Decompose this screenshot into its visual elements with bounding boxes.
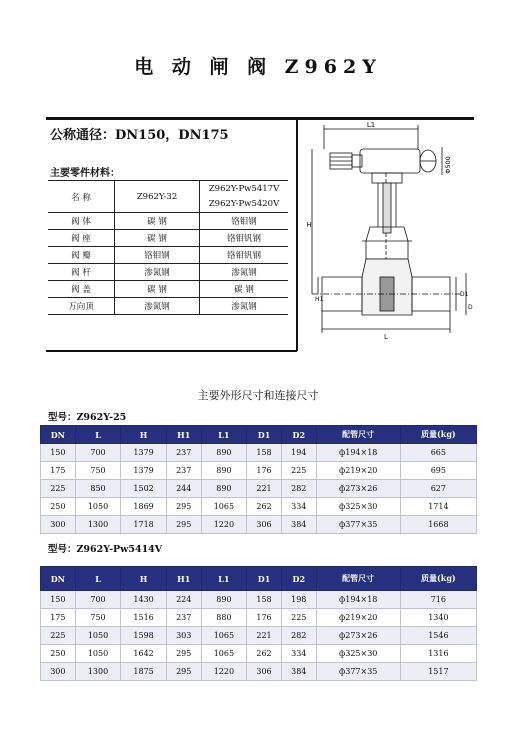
table-row <box>41 498 477 516</box>
table-cell: ф194×18 <box>316 591 400 609</box>
table-cell: 1340 <box>400 609 476 627</box>
table-cell: 295 <box>166 516 201 534</box>
table-cell: 716 <box>400 591 476 609</box>
table-cell: 850 <box>75 480 121 498</box>
table-cell: 1220 <box>201 663 247 681</box>
table2-body <box>41 591 477 681</box>
table-row <box>41 516 477 534</box>
table-row <box>41 591 477 609</box>
table-cell: 1502 <box>121 480 167 498</box>
table-cell: 1220 <box>201 516 247 534</box>
table-cell: 890 <box>201 444 247 462</box>
dimensions-table-1 <box>40 425 477 534</box>
col-pipe-size: 配管尺寸 <box>316 426 400 444</box>
materials-header-col2 <box>200 181 289 213</box>
table-cell: 282 <box>281 480 316 498</box>
actuator-side <box>352 155 362 167</box>
col-d2: D2 <box>281 426 316 444</box>
material-part: 阀 座 <box>48 230 115 247</box>
material-part: 阀 杆 <box>48 264 115 281</box>
table-cell: ф273×26 <box>316 480 400 498</box>
nominal-diameter: 公称通径：DN150，DN175 <box>50 128 229 143</box>
material-part: 阀 瓣 <box>48 247 115 264</box>
table-cell: 306 <box>247 663 282 681</box>
table-cell: 334 <box>281 645 316 663</box>
material-a: 渗氮钢 <box>115 298 200 315</box>
material-b: 铬钼钒钢 <box>200 230 289 247</box>
materials-row <box>48 213 288 230</box>
table-cell: 1065 <box>201 627 247 645</box>
table-cell: 1598 <box>121 627 167 645</box>
materials-header-name: 名 称 <box>48 181 115 213</box>
table-cell: 1642 <box>121 645 167 663</box>
table-cell: 225 <box>41 627 76 645</box>
table-cell: ф377×35 <box>316 516 400 534</box>
table-cell: 1546 <box>400 627 476 645</box>
table-cell: 150 <box>41 444 76 462</box>
table-cell: 1875 <box>121 663 167 681</box>
table-cell: 1050 <box>75 645 121 663</box>
table-cell: 300 <box>41 516 76 534</box>
materials-header-col2-line1: Z962Y-Pw5417V <box>208 183 280 194</box>
material-part: 阀 盖 <box>48 281 115 298</box>
col-dn: DN <box>41 567 76 591</box>
table1-body <box>41 444 477 534</box>
col-h1: H1 <box>166 426 201 444</box>
materials-table <box>48 180 288 315</box>
col-h1: H1 <box>166 567 201 591</box>
table-cell: 221 <box>247 627 282 645</box>
table-cell: 262 <box>247 645 282 663</box>
l1-label: L1 <box>366 121 376 129</box>
col-l: L <box>75 426 121 444</box>
table-cell: 384 <box>281 516 316 534</box>
table-cell: 194 <box>281 444 316 462</box>
material-a: 铬钼钢 <box>115 247 200 264</box>
materials-row <box>48 230 288 247</box>
col-mass: 质量(kg) <box>400 567 476 591</box>
phi500-label: Φ500 <box>444 156 452 174</box>
materials-row <box>48 298 288 315</box>
table-cell: 880 <box>201 609 247 627</box>
table-cell: 158 <box>247 444 282 462</box>
table-cell: 150 <box>41 591 76 609</box>
table-cell: 175 <box>41 462 76 480</box>
table-cell: 176 <box>247 609 282 627</box>
table2-model: 型号：Z962Y-Pw5414V <box>48 544 163 555</box>
col-h: H <box>121 426 167 444</box>
table-cell: 1516 <box>121 609 167 627</box>
table-cell: 224 <box>166 591 201 609</box>
materials-row <box>48 247 288 264</box>
table-cell: 1379 <box>121 462 167 480</box>
col-l1: L1 <box>201 426 247 444</box>
material-part: 万向顶 <box>48 298 115 315</box>
table-cell: 176 <box>247 462 282 480</box>
dimensions-table-2 <box>40 566 477 681</box>
table-cell: 158 <box>247 591 282 609</box>
table-cell: 306 <box>247 516 282 534</box>
table-cell: 384 <box>281 663 316 681</box>
table-cell: 700 <box>75 591 121 609</box>
table1-model: 型号：Z962Y-25 <box>48 412 127 423</box>
table-cell: 750 <box>75 462 121 480</box>
table-cell: 1050 <box>75 498 121 516</box>
table-cell: 1316 <box>400 645 476 663</box>
materials-label: 主要零件材料： <box>50 168 120 179</box>
table-cell: 1050 <box>75 627 121 645</box>
material-a: 碳 钢 <box>115 281 200 298</box>
table-cell: 237 <box>166 609 201 627</box>
col-l: L <box>75 567 121 591</box>
materials-header-col2-line2: Z962Y-Pw5420V <box>208 198 280 209</box>
l-label: L <box>384 333 388 341</box>
table-cell: 198 <box>281 591 316 609</box>
table-cell: 225 <box>41 480 76 498</box>
table-cell: ф273×26 <box>316 627 400 645</box>
col-l1: L1 <box>201 567 247 591</box>
table-cell: 890 <box>201 462 247 480</box>
table-header-row <box>41 426 477 444</box>
yoke-top <box>372 173 402 183</box>
table-cell: 1869 <box>121 498 167 516</box>
table-row <box>41 663 477 681</box>
table-cell: 237 <box>166 462 201 480</box>
table-cell: 1379 <box>121 444 167 462</box>
table-row <box>41 444 477 462</box>
table-cell: 695 <box>400 462 476 480</box>
table-cell: 1517 <box>400 663 476 681</box>
table-row <box>41 462 477 480</box>
table-cell: 250 <box>41 645 76 663</box>
table-cell: 1300 <box>75 663 121 681</box>
table-cell: 1718 <box>121 516 167 534</box>
material-a: 碳 钢 <box>115 213 200 230</box>
material-part: 阀 体 <box>48 213 115 230</box>
page-title: 电 动 闸 阀 Z962Y <box>134 56 382 78</box>
table-cell: 282 <box>281 627 316 645</box>
col-d1: D1 <box>247 567 282 591</box>
material-a: 渗氮钢 <box>115 264 200 281</box>
table-cell: 295 <box>166 645 201 663</box>
actuator-body <box>360 149 420 173</box>
table-cell: ф325×30 <box>316 645 400 663</box>
table-cell: ф219×20 <box>316 462 400 480</box>
table-cell: 627 <box>400 480 476 498</box>
col-pipe-size: 配管尺寸 <box>316 567 400 591</box>
table-cell: 225 <box>281 609 316 627</box>
table-cell: 750 <box>75 609 121 627</box>
table-cell: 295 <box>166 663 201 681</box>
materials-row <box>48 281 288 298</box>
table-cell: 221 <box>247 480 282 498</box>
table-cell: 1430 <box>121 591 167 609</box>
valve-stem <box>383 183 391 233</box>
col-d2: D2 <box>281 567 316 591</box>
material-b: 渗氮钢 <box>200 264 289 281</box>
materials-header-row <box>48 181 288 213</box>
d1-label: D1 <box>460 291 469 298</box>
table-cell: 334 <box>281 498 316 516</box>
col-mass: 质量(kg) <box>400 426 476 444</box>
col-d1: D1 <box>247 426 282 444</box>
table-cell: 1065 <box>201 645 247 663</box>
table-cell: 250 <box>41 498 76 516</box>
table-cell: 244 <box>166 480 201 498</box>
col-dn: DN <box>41 426 76 444</box>
table-cell: 665 <box>400 444 476 462</box>
material-b: 铬钼钒钢 <box>200 247 289 264</box>
table-header-row <box>41 567 477 591</box>
table-cell: 237 <box>166 444 201 462</box>
table-row <box>41 627 477 645</box>
h-label: H <box>306 221 312 229</box>
material-b: 碳 钢 <box>200 281 289 298</box>
valve-drawing <box>300 119 474 351</box>
material-a: 碳 钢 <box>115 230 200 247</box>
table-cell: 1065 <box>201 498 247 516</box>
dimensions-title: 主要外形尺寸和连接尺寸 <box>197 389 319 402</box>
col-h: H <box>121 567 167 591</box>
table-row <box>41 480 477 498</box>
table-cell: ф377×35 <box>316 663 400 681</box>
table-cell: 175 <box>41 609 76 627</box>
h1-label: H1 <box>315 296 324 303</box>
table-cell: ф325×30 <box>316 498 400 516</box>
table-cell: 303 <box>166 627 201 645</box>
table-cell: 890 <box>201 480 247 498</box>
d-label: D <box>468 304 473 311</box>
table-cell: 300 <box>41 663 76 681</box>
materials-header-col1: Z962Y-32 <box>115 181 200 213</box>
table-row <box>41 645 477 663</box>
table-cell: 262 <box>247 498 282 516</box>
table-cell: ф219×20 <box>316 609 400 627</box>
table-cell: 295 <box>166 498 201 516</box>
table-cell: 225 <box>281 462 316 480</box>
table-cell: 1714 <box>400 498 476 516</box>
table-row <box>41 609 477 627</box>
table-cell: 1300 <box>75 516 121 534</box>
materials-row <box>48 264 288 281</box>
material-b: 铬钼钢 <box>200 213 289 230</box>
table-cell: 890 <box>201 591 247 609</box>
material-b: 渗氮钢 <box>200 298 289 315</box>
table-cell: 1668 <box>400 516 476 534</box>
table-cell: 700 <box>75 444 121 462</box>
vertical-divider <box>296 119 298 351</box>
section-rule <box>46 350 297 352</box>
table-cell: ф194×18 <box>316 444 400 462</box>
